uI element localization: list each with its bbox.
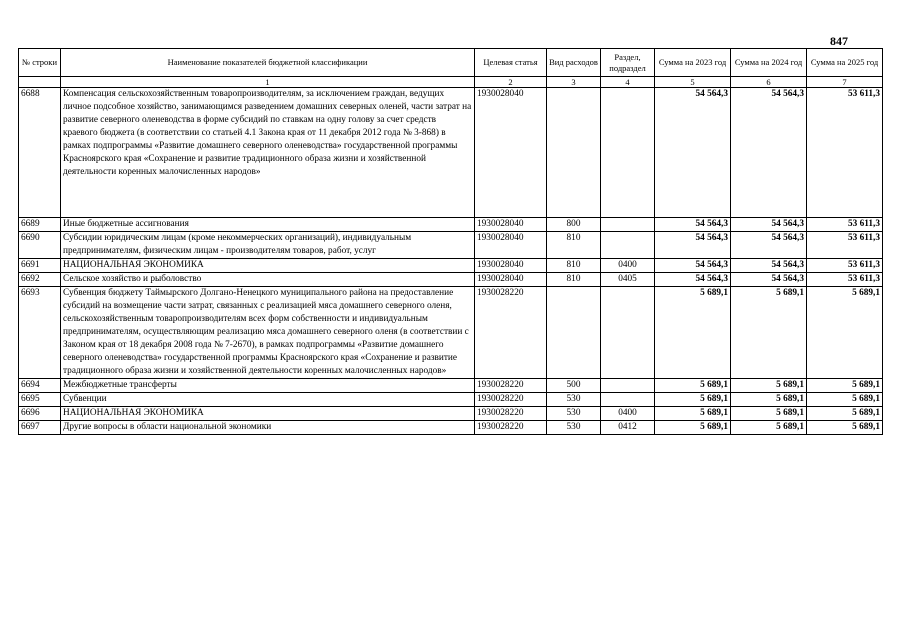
sum-2023: 54 564,3: [655, 259, 731, 273]
sum-2025: 53 611,3: [807, 218, 883, 232]
expense-type: 810: [547, 259, 601, 273]
sum-2023: 54 564,3: [655, 88, 731, 218]
indicator-name: Субвенции: [61, 393, 475, 407]
sum-2024: 54 564,3: [731, 88, 807, 218]
column-number: 1: [61, 77, 475, 88]
section-code: 0400: [601, 407, 655, 421]
table-row: [19, 379, 883, 393]
expense-type: [547, 88, 601, 218]
sum-2025: 53 611,3: [807, 232, 883, 259]
row-number: 6696: [19, 407, 61, 421]
sum-2024: 54 564,3: [731, 218, 807, 232]
indicator-name: Иные бюджетные ассигнования: [61, 218, 475, 232]
expense-type: 530: [547, 421, 601, 435]
column-number: 5: [655, 77, 731, 88]
sum-2023: 5 689,1: [655, 407, 731, 421]
table-row: [19, 218, 883, 232]
column-number: 3: [547, 77, 601, 88]
header-section: Раздел, подраздел: [601, 49, 655, 77]
sum-2023: 5 689,1: [655, 287, 731, 379]
sum-2023: 54 564,3: [655, 218, 731, 232]
header-target: Целевая статья: [475, 49, 547, 77]
expense-type: 810: [547, 232, 601, 259]
page-number: 847: [830, 34, 848, 48]
table-row: [19, 421, 883, 435]
sum-2025: 5 689,1: [807, 379, 883, 393]
column-number: [19, 77, 61, 88]
expense-type: 800: [547, 218, 601, 232]
column-number: 6: [731, 77, 807, 88]
sum-2025: 5 689,1: [807, 393, 883, 407]
sum-2024: 54 564,3: [731, 273, 807, 287]
row-number: 6691: [19, 259, 61, 273]
column-number: 2: [475, 77, 547, 88]
sum-2024: 54 564,3: [731, 259, 807, 273]
table-row: [19, 273, 883, 287]
sum-2023: 54 564,3: [655, 232, 731, 259]
section-code: [601, 218, 655, 232]
sum-2025: 5 689,1: [807, 421, 883, 435]
target-article: 1930028220: [475, 407, 547, 421]
row-number: 6692: [19, 273, 61, 287]
target-article: 1930028220: [475, 379, 547, 393]
sum-2025: 53 611,3: [807, 273, 883, 287]
target-article: 1930028040: [475, 88, 547, 218]
indicator-name: Субвенция бюджету Таймырского Долгано-Ненецкого муниципального района на предоставление субсидий на возмещение части затрат, связанных с реализацией мяса домашнего северного оленя, сельскохозяйственным товаропроизводителям всех форм собственности и индивидуальным предпринимателям, осуществляющим реализацию мяса домашнего северного оленя (в соответствии с Законом края от 18 декабря 2008 года № 7-2670), в рамках подпрограммы «Развитие домашнего северного оленеводства» государственной программы Красноярского края «Сохранение и развитие традиционного образа жизни и хозяйственной деятельности коренных малочисленных народов»: [61, 287, 475, 379]
indicator-name: Субсидии юридическим лицам (кроме некоммерческих организаций), индивидуальным предпринимателям, физическим лицам - производителям товаров, работ, услуг: [61, 232, 475, 259]
header-expense-type: Вид расходов: [547, 49, 601, 77]
sum-2024: 5 689,1: [731, 407, 807, 421]
header-sum-2023: Сумма на 2023 год: [655, 49, 731, 77]
section-code: 0400: [601, 259, 655, 273]
target-article: 1930028040: [475, 218, 547, 232]
sum-2023: 54 564,3: [655, 273, 731, 287]
column-number: 7: [807, 77, 883, 88]
sum-2025: 53 611,3: [807, 259, 883, 273]
section-code: [601, 287, 655, 379]
column-number-row: [19, 77, 883, 88]
section-code: 0412: [601, 421, 655, 435]
column-number: 4: [601, 77, 655, 88]
target-article: 1930028220: [475, 393, 547, 407]
sum-2024: 54 564,3: [731, 232, 807, 259]
row-number: 6695: [19, 393, 61, 407]
indicator-name: Сельское хозяйство и рыболовство: [61, 273, 475, 287]
sum-2023: 5 689,1: [655, 393, 731, 407]
indicator-name: Компенсация сельскохозяйственным товаропроизводителям, за исключением граждан, ведущих личное подсобное хозяйство, занимающимся разведением домашних северных оленей, части затрат на развитие северного оленеводства в форме субсидий по ставкам на одну голову за счет средств краевого бюджета (в соответствии со статьей 4.1 Закона края от 11 декабря 2012 года № 3-868) в рамках подпрограммы «Развитие домашнего северного оленеводства» государственной программы Красноярского края «Сохранение и развитие традиционного образа жизни и хозяйственной деятельности коренных малочисленных народов»: [61, 88, 475, 218]
expense-type: 530: [547, 393, 601, 407]
expense-type: [547, 287, 601, 379]
header-row-no: № строки: [19, 49, 61, 77]
target-article: 1930028220: [475, 287, 547, 379]
table-row: [19, 232, 883, 259]
sum-2024: 5 689,1: [731, 393, 807, 407]
header-row: [19, 49, 883, 77]
target-article: 1930028040: [475, 259, 547, 273]
section-code: [601, 88, 655, 218]
indicator-name: НАЦИОНАЛЬНАЯ ЭКОНОМИКА: [61, 259, 475, 273]
header-sum-2024: Сумма на 2024 год: [731, 49, 807, 77]
table-row: [19, 287, 883, 379]
section-code: [601, 393, 655, 407]
table-row: [19, 393, 883, 407]
sum-2025: 5 689,1: [807, 287, 883, 379]
section-code: 0405: [601, 273, 655, 287]
sum-2024: 5 689,1: [731, 421, 807, 435]
expense-type: 500: [547, 379, 601, 393]
indicator-name: Другие вопросы в области национальной экономики: [61, 421, 475, 435]
row-number: 6689: [19, 218, 61, 232]
expense-type: 530: [547, 407, 601, 421]
expense-type: 810: [547, 273, 601, 287]
header-sum-2025: Сумма на 2025 год: [807, 49, 883, 77]
section-code: [601, 379, 655, 393]
target-article: 1930028040: [475, 273, 547, 287]
row-number: 6697: [19, 421, 61, 435]
sum-2023: 5 689,1: [655, 421, 731, 435]
sum-2024: 5 689,1: [731, 379, 807, 393]
table-row: [19, 259, 883, 273]
table-row: [19, 407, 883, 421]
section-code: [601, 232, 655, 259]
target-article: 1930028040: [475, 232, 547, 259]
row-number: 6690: [19, 232, 61, 259]
sum-2025: 5 689,1: [807, 407, 883, 421]
indicator-name: НАЦИОНАЛЬНАЯ ЭКОНОМИКА: [61, 407, 475, 421]
sum-2023: 5 689,1: [655, 379, 731, 393]
row-number: 6688: [19, 88, 61, 218]
target-article: 1930028220: [475, 421, 547, 435]
row-number: 6693: [19, 287, 61, 379]
header-name: Наименование показателей бюджетной классификации: [61, 49, 475, 77]
budget-table: [18, 48, 883, 435]
table-row: [19, 88, 883, 218]
row-number: 6694: [19, 379, 61, 393]
indicator-name: Межбюджетные трансферты: [61, 379, 475, 393]
sum-2024: 5 689,1: [731, 287, 807, 379]
sum-2025: 53 611,3: [807, 88, 883, 218]
